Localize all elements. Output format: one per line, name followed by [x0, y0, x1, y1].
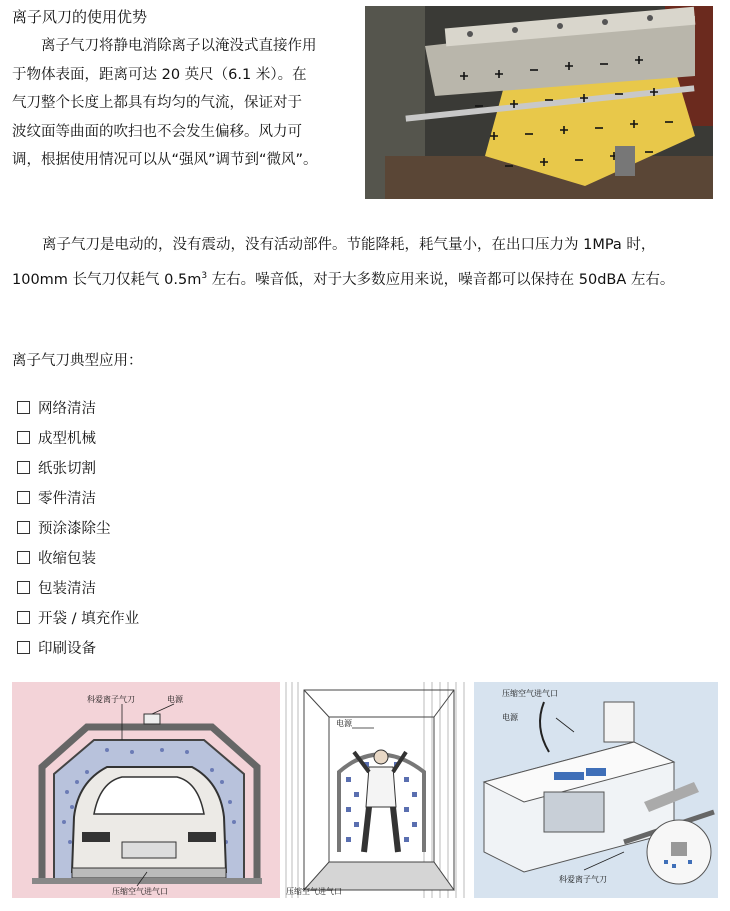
- superscript: 3: [201, 271, 208, 281]
- list-item: [12, 512, 139, 542]
- intro-paragraph: [12, 32, 358, 175]
- checkbox-icon: [17, 491, 30, 504]
- list-item: [12, 482, 139, 512]
- line-text: 100mm 长气刀仅耗气 0.5m: [12, 271, 202, 288]
- energy-paragraph: [12, 230, 720, 296]
- paragraph-line: [12, 261, 720, 296]
- car-wash-illustration: [12, 682, 280, 898]
- air-knife-photo: [365, 6, 713, 199]
- list-item-label: 收缩包装: [38, 551, 96, 568]
- checkbox-icon: [17, 461, 30, 474]
- list-item: [12, 603, 139, 633]
- checkbox-icon: [17, 401, 30, 414]
- checkbox-icon: [17, 641, 30, 654]
- applications-list: [12, 392, 139, 663]
- label-ion-knife: 科爱离子气刀: [559, 875, 607, 884]
- paragraph-line: 离子气刀是电动的，没有震动，没有活动部件。节能降耗，耗气量小，在出口压力为 1MPa 时，: [42, 237, 656, 253]
- list-item: [12, 633, 139, 663]
- checkbox-icon: [17, 611, 30, 624]
- label-air-inlet: 压缩空气进气口: [112, 887, 168, 896]
- label-power: 电源: [336, 719, 352, 728]
- list-item-label: 纸张切割: [38, 460, 96, 477]
- label-power: 电源: [502, 713, 518, 722]
- intro-line: 离子气刀将静电消除离子以淹没式直接作用: [41, 38, 317, 54]
- list-item-label: 印刷设备: [38, 641, 96, 658]
- intro-line: 调，根据使用情况可以从“强风”调节到“微风”。: [12, 152, 318, 168]
- list-item: [12, 392, 139, 422]
- label-air-inlet: 压缩空气进气口: [502, 689, 558, 698]
- applications-heading: 离子气刀典型应用：: [12, 353, 143, 369]
- list-item-label: 零件清洁: [38, 490, 96, 507]
- label-power: 电源: [167, 695, 183, 704]
- intro-line: 波纹面等曲面的吹扫也不会发生偏移。风力可: [12, 123, 302, 140]
- label-ion-knife: 科爱离子气刀: [87, 695, 135, 704]
- packaging-machine-illustration: [474, 682, 718, 898]
- list-item-label: 网络清洁: [38, 400, 96, 417]
- checkbox-icon: [17, 581, 30, 594]
- list-item-label: 预涂漆除尘: [38, 520, 111, 537]
- cleaning-booth-illustration: [284, 682, 468, 898]
- label-air-inlet: 压缩空气进气口: [286, 887, 342, 896]
- list-item-label: 开袋 / 填充作业: [38, 611, 140, 628]
- list-item: [12, 542, 139, 572]
- intro-line: 于物体表面，距离可达 20 英尺（6.1 米）。在: [12, 66, 307, 83]
- checkbox-icon: [17, 431, 30, 444]
- list-item-label: 成型机械: [38, 430, 96, 447]
- line-text: 左右。噪音低，对于大多数应用来说，噪音都可以保持在 50dBA 左右。: [207, 271, 675, 288]
- list-item: [12, 452, 139, 482]
- checkbox-icon: [17, 521, 30, 534]
- list-item-label: 包装清洁: [38, 581, 96, 598]
- list-item: [12, 422, 139, 452]
- checkbox-icon: [17, 551, 30, 564]
- list-item: [12, 573, 139, 603]
- intro-line: 气刀整个长度上都具有均匀的气流，保证对于: [12, 95, 302, 111]
- section-title: 离子风刀的使用优势: [12, 8, 148, 26]
